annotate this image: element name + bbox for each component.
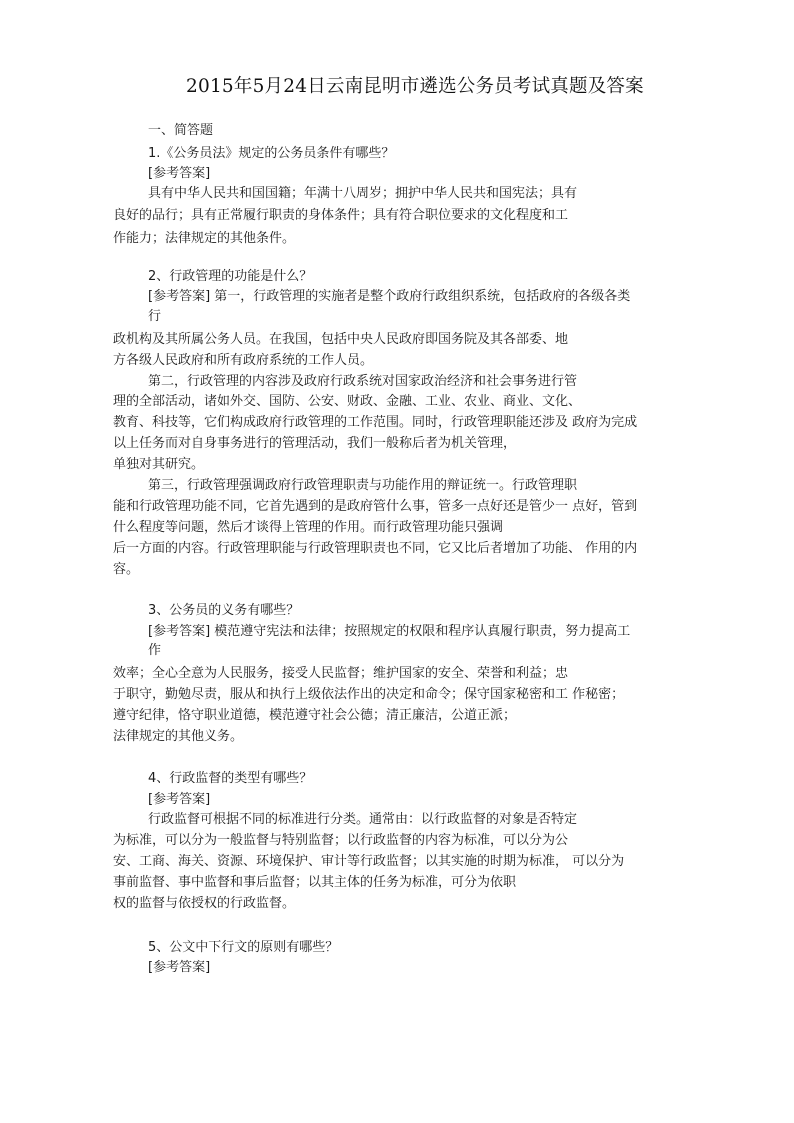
answer-2-line: 方各级人民政府和所有政府系统的工作人员。 xyxy=(113,353,374,368)
answer-2-line: 第三，行政管理强调政府行政管理职责与功能作用的辩证统一。行政管理职 xyxy=(148,478,578,493)
answer-4-line: 行政监督可根据不同的标准进行分类。通常由：以行政监督的对象是否特定 xyxy=(148,812,578,827)
answer-3-line: [参考答案] 模范遵守宪法和法律；按照规定的权限和程序认真履行职责，努力提高工 xyxy=(148,624,631,639)
answer-1-line: 良好的品行；具有正常履行职责的身体条件；具有符合职位要求的文化程度和工 xyxy=(113,208,569,223)
question-1: 1.《公务员法》规定的公务员条件有哪些？ xyxy=(148,146,395,161)
question-2: 2、行政管理的功能是什么？ xyxy=(148,269,313,284)
answer-5-label: [参考答案] xyxy=(148,960,211,975)
question-3: 3、公务员的义务有哪些？ xyxy=(148,603,300,618)
answer-3-line: 于职守，勤勉尽责，服从和执行上级依法作出的决定和命令；保守国家秘密和工 作秘密； xyxy=(113,687,625,702)
answer-2-line: 理的全部活动，诸如外交、国防、公安、财政、金融、工业、农业、商业、文化、 xyxy=(113,394,582,409)
answer-3-line: 遵守纪律，恪守职业道德，模范遵守社会公德；清正廉洁，公道正派； xyxy=(113,708,517,723)
document-title: 2015年5月24日云南昆明市遴选公务员考试真题及答案 xyxy=(186,76,644,97)
answer-3-line: 效率；全心全意为人民服务，接受人民监督；维护国家的安全、荣誉和利益；忠 xyxy=(113,666,569,681)
answer-2-line: 教育、科技等，它们构成政府行政管理的工作范围。同时，行政管理职能还涉及 政府为完成 xyxy=(113,415,638,430)
answer-3-line: 作 xyxy=(148,643,162,658)
answer-2-line: [参考答案] 第一，行政管理的实施者是整个政府行政组织系统，包括政府的各级各类 xyxy=(148,289,631,304)
question-4: 4、行政监督的类型有哪些？ xyxy=(148,771,313,786)
answer-2-line: 单独对其研究。 xyxy=(113,457,205,472)
answer-4-line: 为标准，可以分为一般监督与特别监督；以行政监督的内容为标准，可以分为公 xyxy=(113,833,569,848)
answer-4-line: 事前监督、事中监督和事后监督；以其主体的任务为标准，可分为依职 xyxy=(113,875,517,890)
answer-1-label: [参考答案] xyxy=(148,166,211,181)
answer-3-line: 法律规定的其他义务。 xyxy=(113,729,244,744)
answer-2-line: 第二，行政管理的内容涉及政府行政系统对国家政治经济和社会事务进行管 xyxy=(148,374,578,389)
answer-4-label: [参考答案] xyxy=(148,792,211,807)
answer-1-line: 具有中华人民共和国国籍；年满十八周岁；拥护中华人民共和国宪法；具有 xyxy=(148,186,578,201)
answer-2-line: 能和行政管理功能不同，它首先遇到的是政府管什么事，管多一点好还是管少一 点好，管到 xyxy=(113,499,638,514)
answer-2-line: 什么程度等问题，然后才谈得上管理的作用。而行政管理功能只强调 xyxy=(113,520,504,535)
section-heading: 一、简答题 xyxy=(148,123,214,138)
answer-2-line: 行 xyxy=(148,309,162,324)
answer-2-line: 以上任务而对自身事务进行的管理活动，我们一般称后者为机关管理， xyxy=(113,436,517,451)
answer-2-line: 后一方面的内容。行政管理职能与行政管理职责也不同，它又比后者增加了功能、 作用的内 xyxy=(113,541,638,556)
answer-4-line: 权的监督与依授权的行政监督。 xyxy=(113,896,296,911)
question-5: 5、公文中下行文的原则有哪些？ xyxy=(148,940,339,955)
answer-2-line: 政机构及其所属公务人员。在我国，包括中央人民政府即国务院及其各部委、地 xyxy=(113,332,569,347)
answer-4-line: 安、工商、海关、资源、环境保护、审计等行政监督；以其实施的时期为标准， 可以分为 xyxy=(113,854,625,869)
answer-1-line: 作能力；法律规定的其他条件。 xyxy=(113,231,296,246)
answer-2-line: 容。 xyxy=(113,562,140,577)
